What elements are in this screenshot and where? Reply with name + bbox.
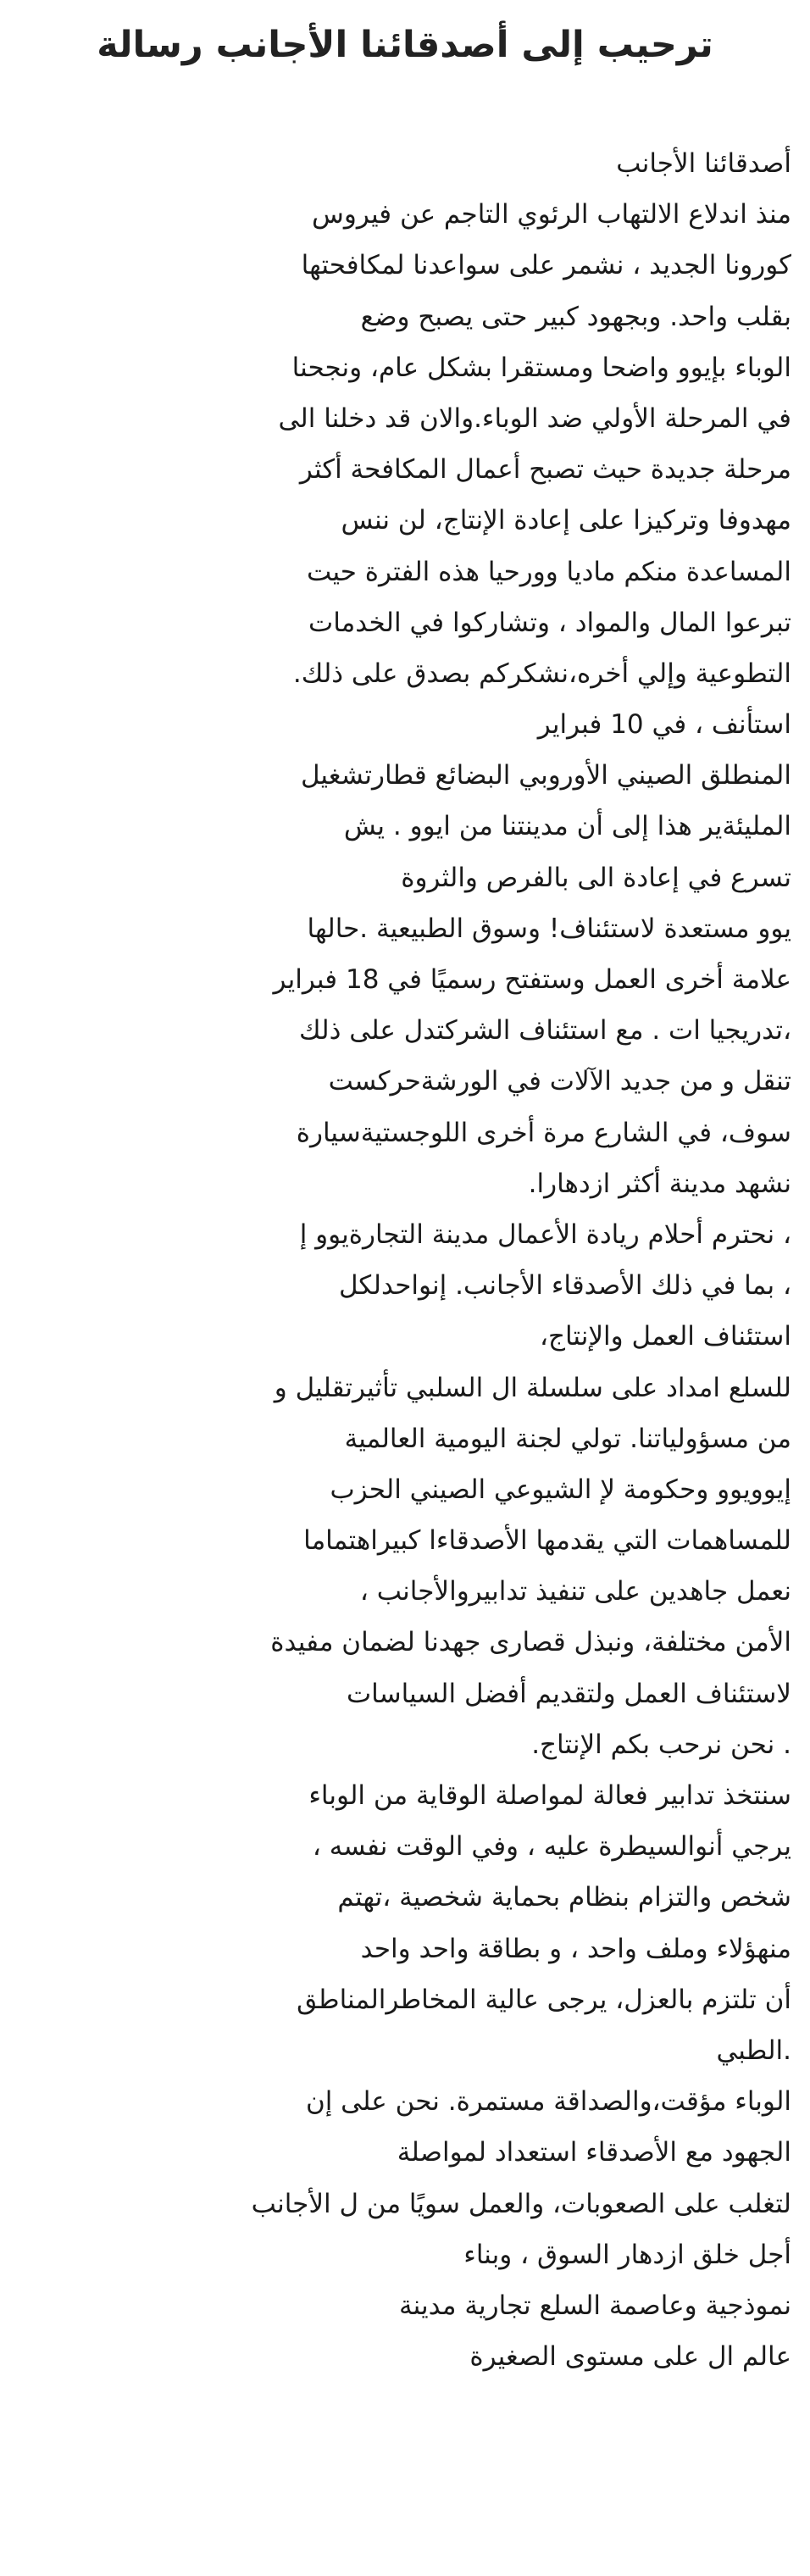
body-line: المليئةير هذا إلى أن مدينتنا من ايوو . يش	[343, 811, 791, 842]
body-line: أن تلتزم بالعزل، يرجى عالية المخاطرالمناطق	[297, 1984, 791, 2015]
body-line: مرحلة جديدة حيث تصبح أعمال المكافحة أكثر	[299, 454, 791, 486]
body-line: . نحن نرحب بكم الإنتاج.	[531, 1729, 791, 1760]
body-line: نموذجية وعاصمة السلع تجارية مدينة	[399, 2290, 791, 2321]
body-line: منذ اندلاع الالتهاب الرئوي التاجم عن فيروس	[312, 199, 791, 230]
body-line: المساعدة منكم ماديا وورحيا هذه الفترة حيت	[307, 556, 791, 587]
body-line: ،تدريجيا ات . مع استئناف الشركتدل على ذلك	[299, 1015, 791, 1046]
body-line: للمساهمات التي يقدمها الأصدقاءا كبيراهتماما	[303, 1525, 791, 1557]
body-line: .الطبي	[716, 2035, 791, 2066]
body-line: استئناف العمل والإنتاج،	[539, 1321, 791, 1352]
body-line: الوباء بإيوو واضحا ومستقرا بشكل عام، ونجحنا	[291, 352, 791, 383]
body-line: مهدوفا وتركيزا على إعادة الإنتاج، لن ننس	[341, 505, 791, 536]
body-line: في المرحلة الأولي ضد الوباء.والان قد دخلنا الى	[278, 402, 791, 434]
letter-title: ترحيب إلى أصدقائنا الأجانب رسالة	[97, 24, 713, 66]
body-line: تبرعوا المال والمواد ، وتشاركوا في الخدمات	[308, 607, 791, 638]
body-line: ، نحترم أحلام ريادة الأعمال مدينة التجارةيوو إ	[299, 1219, 791, 1250]
body-line: أصدقائنا الأجانب	[616, 148, 791, 179]
body-line: يرجي أنوالسيطرة عليه ، وفي الوقت نفسه ،	[312, 1831, 791, 1863]
letter-body	[12, 138, 791, 2382]
body-line: بقلب واحد. وبجهود كبير حتى يصبح وضع	[360, 301, 791, 332]
body-line: أجل خلق ازدهار السوق ، وبناء	[463, 2239, 791, 2270]
body-line: كورونا الجديد ، نشمر على سواعدنا لمكافحتها	[301, 250, 791, 281]
body-line: منهؤلاء وملف واحد ، و بطاقة واحد واحد	[360, 1933, 791, 1964]
body-line: يوو مستعدة لاستئناف! وسوق الطبيعية .حالها	[307, 913, 791, 944]
body-line: تنقل و من جديد الآلات في الورشةحركست	[328, 1066, 791, 1097]
body-line: نعمل جاهدين على تنفيذ تدابيروالأجانب ،	[359, 1576, 791, 1607]
body-line: شخص والتزام بنظام بحماية شخصية ،تهتم	[337, 1882, 791, 1913]
body-line: عالم ال على مستوى الصغيرة	[469, 2341, 791, 2373]
body-line: الأمن مختلفة، ونبذل قصارى جهدنا لضمان مفيدة	[270, 1627, 791, 1658]
body-line: الوباء مؤقت،والصداقة مستمرة. نحن على إن	[305, 2086, 791, 2118]
body-line: لاستئناف العمل ولتقديم أفضل السياسات	[346, 1678, 791, 1709]
body-line: من مسؤولياتنا. تولي لجنة اليومية العالمية	[344, 1423, 791, 1454]
body-line: المنطلق الصيني الأوروبي البضائع قطارتشغيل	[300, 760, 791, 791]
body-line: الجهود مع الأصدقاء استعداد لمواصلة	[397, 2137, 791, 2168]
body-line: التطوعية وإلي أخره،نشكركم بصدق على ذلك.	[292, 658, 791, 689]
body-line: استأنف ، في 10 فبراير	[537, 709, 791, 741]
body-line: إيوويوو وحكومة لإ الشيوعي الصيني الحزب	[330, 1474, 791, 1505]
body-line: للسلع امداد على سلسلة ال السلبي تأثيرتقليل و	[274, 1372, 791, 1403]
body-line: لتغلب على الصعوبات، والعمل سويًا من ل الأجانب	[251, 2188, 791, 2219]
body-line: نشهد مدينة أكثر ازدهارا.	[528, 1168, 791, 1199]
body-line: سوف، في الشارع مرة أخرى اللوجستيةسيارة	[296, 1117, 791, 1148]
body-line: ، بما في ذلك الأصدقاء الأجانب. إنواحدلكل	[338, 1270, 791, 1302]
body-line: تسرع في إعادة الى بالفرص والثروة	[401, 862, 791, 893]
body-line: سنتخذ تدابير فعالة لمواصلة الوقاية من الوباء	[308, 1780, 791, 1811]
body-line: علامة أخرى العمل وستفتح رسميًا في 18 فبراير	[273, 964, 791, 995]
